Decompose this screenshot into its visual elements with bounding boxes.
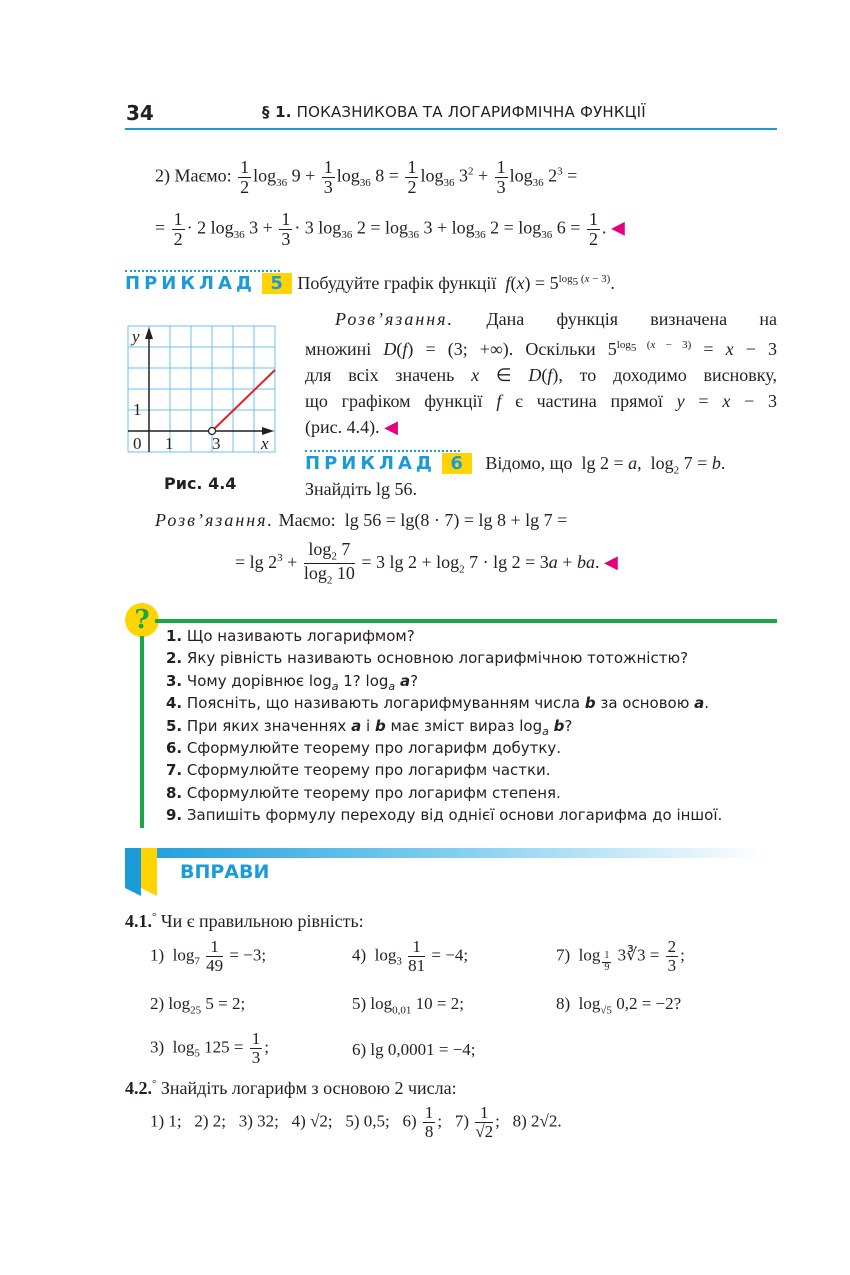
solution-label: 2) Маємо: [155, 165, 232, 186]
exercises-heading: ВПРАВИ [180, 861, 270, 883]
x-tick-3: 3 [212, 434, 221, 453]
solution-word: Розв’язання. [155, 510, 275, 530]
solution-word: Розв’язання. [335, 309, 455, 329]
ex41-item-7: 7) log $_{\frac{1}{9}}$ 3∛3 = $\frac{2}{3}$ ; [556, 937, 685, 975]
question-item: 6. Сформулюйте теорему про логарифм добутку. [166, 738, 562, 757]
example5-solution: Розв’язання. Дана функція визначена на множині D(f) = (3; +∞). Оскільки $5^{log_5 (x - 3)} = x - 3$ для всіх значень x ∈ D(f), то доходимо висновку, що графіком функції f є частина прямої y = x − 3 (рис. 4.4). ◀ [305, 309, 778, 437]
questions-icon: ? [125, 603, 159, 637]
questions-list [166, 625, 722, 827]
example6-task: Знайдіть lg 56. [305, 479, 418, 499]
y-axis-arrow-icon [145, 327, 153, 339]
solution-line-2: = $\frac{1}{2}$ · 2 $\log_{36} 3$ + $\frac{1}{3}$ · 3 $\log_{36} 2 = \log_{36} 3 + \log_{36} 2 = \log_{36} 6$ = $\frac{1}{2}$ . ◀ [155, 209, 625, 249]
exercise-4-1-title: 4.1.° Чи є правильною рівність: [125, 911, 364, 931]
figure-caption: Рис. 4.4 [164, 474, 237, 493]
ex41-item-6: 6) lg 0,0001 = −4; [352, 1040, 476, 1059]
example6-text: Відомо, що [485, 453, 573, 473]
example6-label: ПРИКЛАД [305, 453, 436, 474]
y-tick-1: 1 [133, 400, 142, 419]
running-header [262, 103, 646, 121]
example5-label: ПРИКЛАД [125, 273, 256, 294]
ex41-item-5: 5) $\log_{0,01} 10 = 2$; [352, 994, 464, 1017]
ex41-item-3: 3) $\log_5 125$ = $\frac{1}{3}$ ; [150, 1029, 269, 1067]
x-tick-1: 1 [165, 434, 174, 453]
question-item: 3. Чому дорівнює $\log_a 1$? $\log_a a$? [166, 671, 419, 693]
example6-solution-line-2: = $\lg 2^3$ + $\frac{\log_2 7}{\log_2 10}$ = 3 $\lg 2 + \log_2 7 \cdot \lg 2 = 3a$ + ba. ◀ [235, 539, 618, 587]
y-axis-label: y [132, 327, 140, 346]
solution-line-1: 2) Маємо: $\frac{1}{2}$ $\log_{36} 9$ + $\frac{1}{3}$ $\log_{36} 8$ = $\frac{1}{2}$ $\log_{36} 3^2$ + $\frac{1}{3}$ $\log_{36} 2^3$ = [155, 157, 578, 197]
function-graph-line [212, 370, 275, 431]
example6-solution-line-1: Розв’язання. Маємо: lg 56 = lg(8 · 7) = lg 8 + lg 7 = [155, 510, 568, 530]
end-marker-icon: ◀ [384, 417, 398, 437]
question-item: 8. Сформулюйте теорему про логарифм степеня. [166, 783, 561, 802]
origin-label: 0 [133, 434, 142, 453]
questions-left-rule [140, 636, 144, 828]
example6-number: 6 [442, 453, 472, 474]
axes [128, 331, 270, 452]
ex42-items: 1) 1; 2) 2; 3) 32; 4) √2; 5) 0,5; 6) $\frac{1}{8}$ ; 7) $\frac{1}{√2}$ ; 8) 2√2. [150, 1103, 562, 1141]
questions-top-rule [155, 619, 777, 623]
end-marker-icon: ◀ [610, 217, 625, 238]
question-item: 4. Поясніть, що називають логарифмуванням числа b за основою a. [166, 694, 710, 713]
question-item: 7. Сформулюйте теорему про логарифм частки. [166, 761, 551, 780]
section-title: ПОКАЗНИКОВА ТА ЛОГАРИФМІЧНА ФУНКЦІЇ [296, 103, 646, 121]
page-number: 34 [126, 101, 154, 125]
exercises-bookmark-icon [125, 848, 159, 896]
exercise-4-2-title: 4.2.° Знайдіть логарифм з основою 2 числа: [125, 1078, 457, 1098]
section-mark: § 1. [262, 103, 292, 121]
ex41-item-1: 1) $\log_7$ $\frac{1}{49}$ = −3; [150, 937, 267, 975]
figure-4-4-graph [127, 325, 277, 455]
question-item: 5. При яких значеннях a і b має зміст вираз $\log_a b$? [166, 716, 573, 738]
ex41-item-4: 4) $\log_3$ $\frac{1}{81}$ = −4; [352, 937, 469, 975]
question-item: 9. Запишіть формулу переходу від однієї основи логарифма до іншої. [166, 806, 723, 825]
ex41-item-8: 8) $\log_{√5} 0,2 = -2$? [556, 994, 682, 1017]
grid [128, 326, 275, 452]
example5-heading [125, 273, 615, 294]
question-item: 2. Яку рівність називають основною логарифмічною тотожністю? [166, 649, 689, 668]
example6-heading: ПРИКЛАД 6 Відомо, що lg 2 = a, $\log_2 7 = b$. [305, 453, 726, 477]
ex41-item-2: 2) $\log_{25} 5 = 2$; [150, 994, 246, 1017]
example5-number: 5 [262, 273, 292, 294]
header-rule [125, 128, 777, 130]
x-axis-label: x [261, 434, 269, 453]
exercises-ribbon [125, 848, 765, 858]
end-marker-icon: ◀ [603, 551, 618, 572]
question-item: 1. Що називають логарифмом? [166, 627, 415, 645]
example5-task: Побудуйте графік функції $f(x) = 5^{log_5 (x - 3)}$. [297, 273, 615, 293]
